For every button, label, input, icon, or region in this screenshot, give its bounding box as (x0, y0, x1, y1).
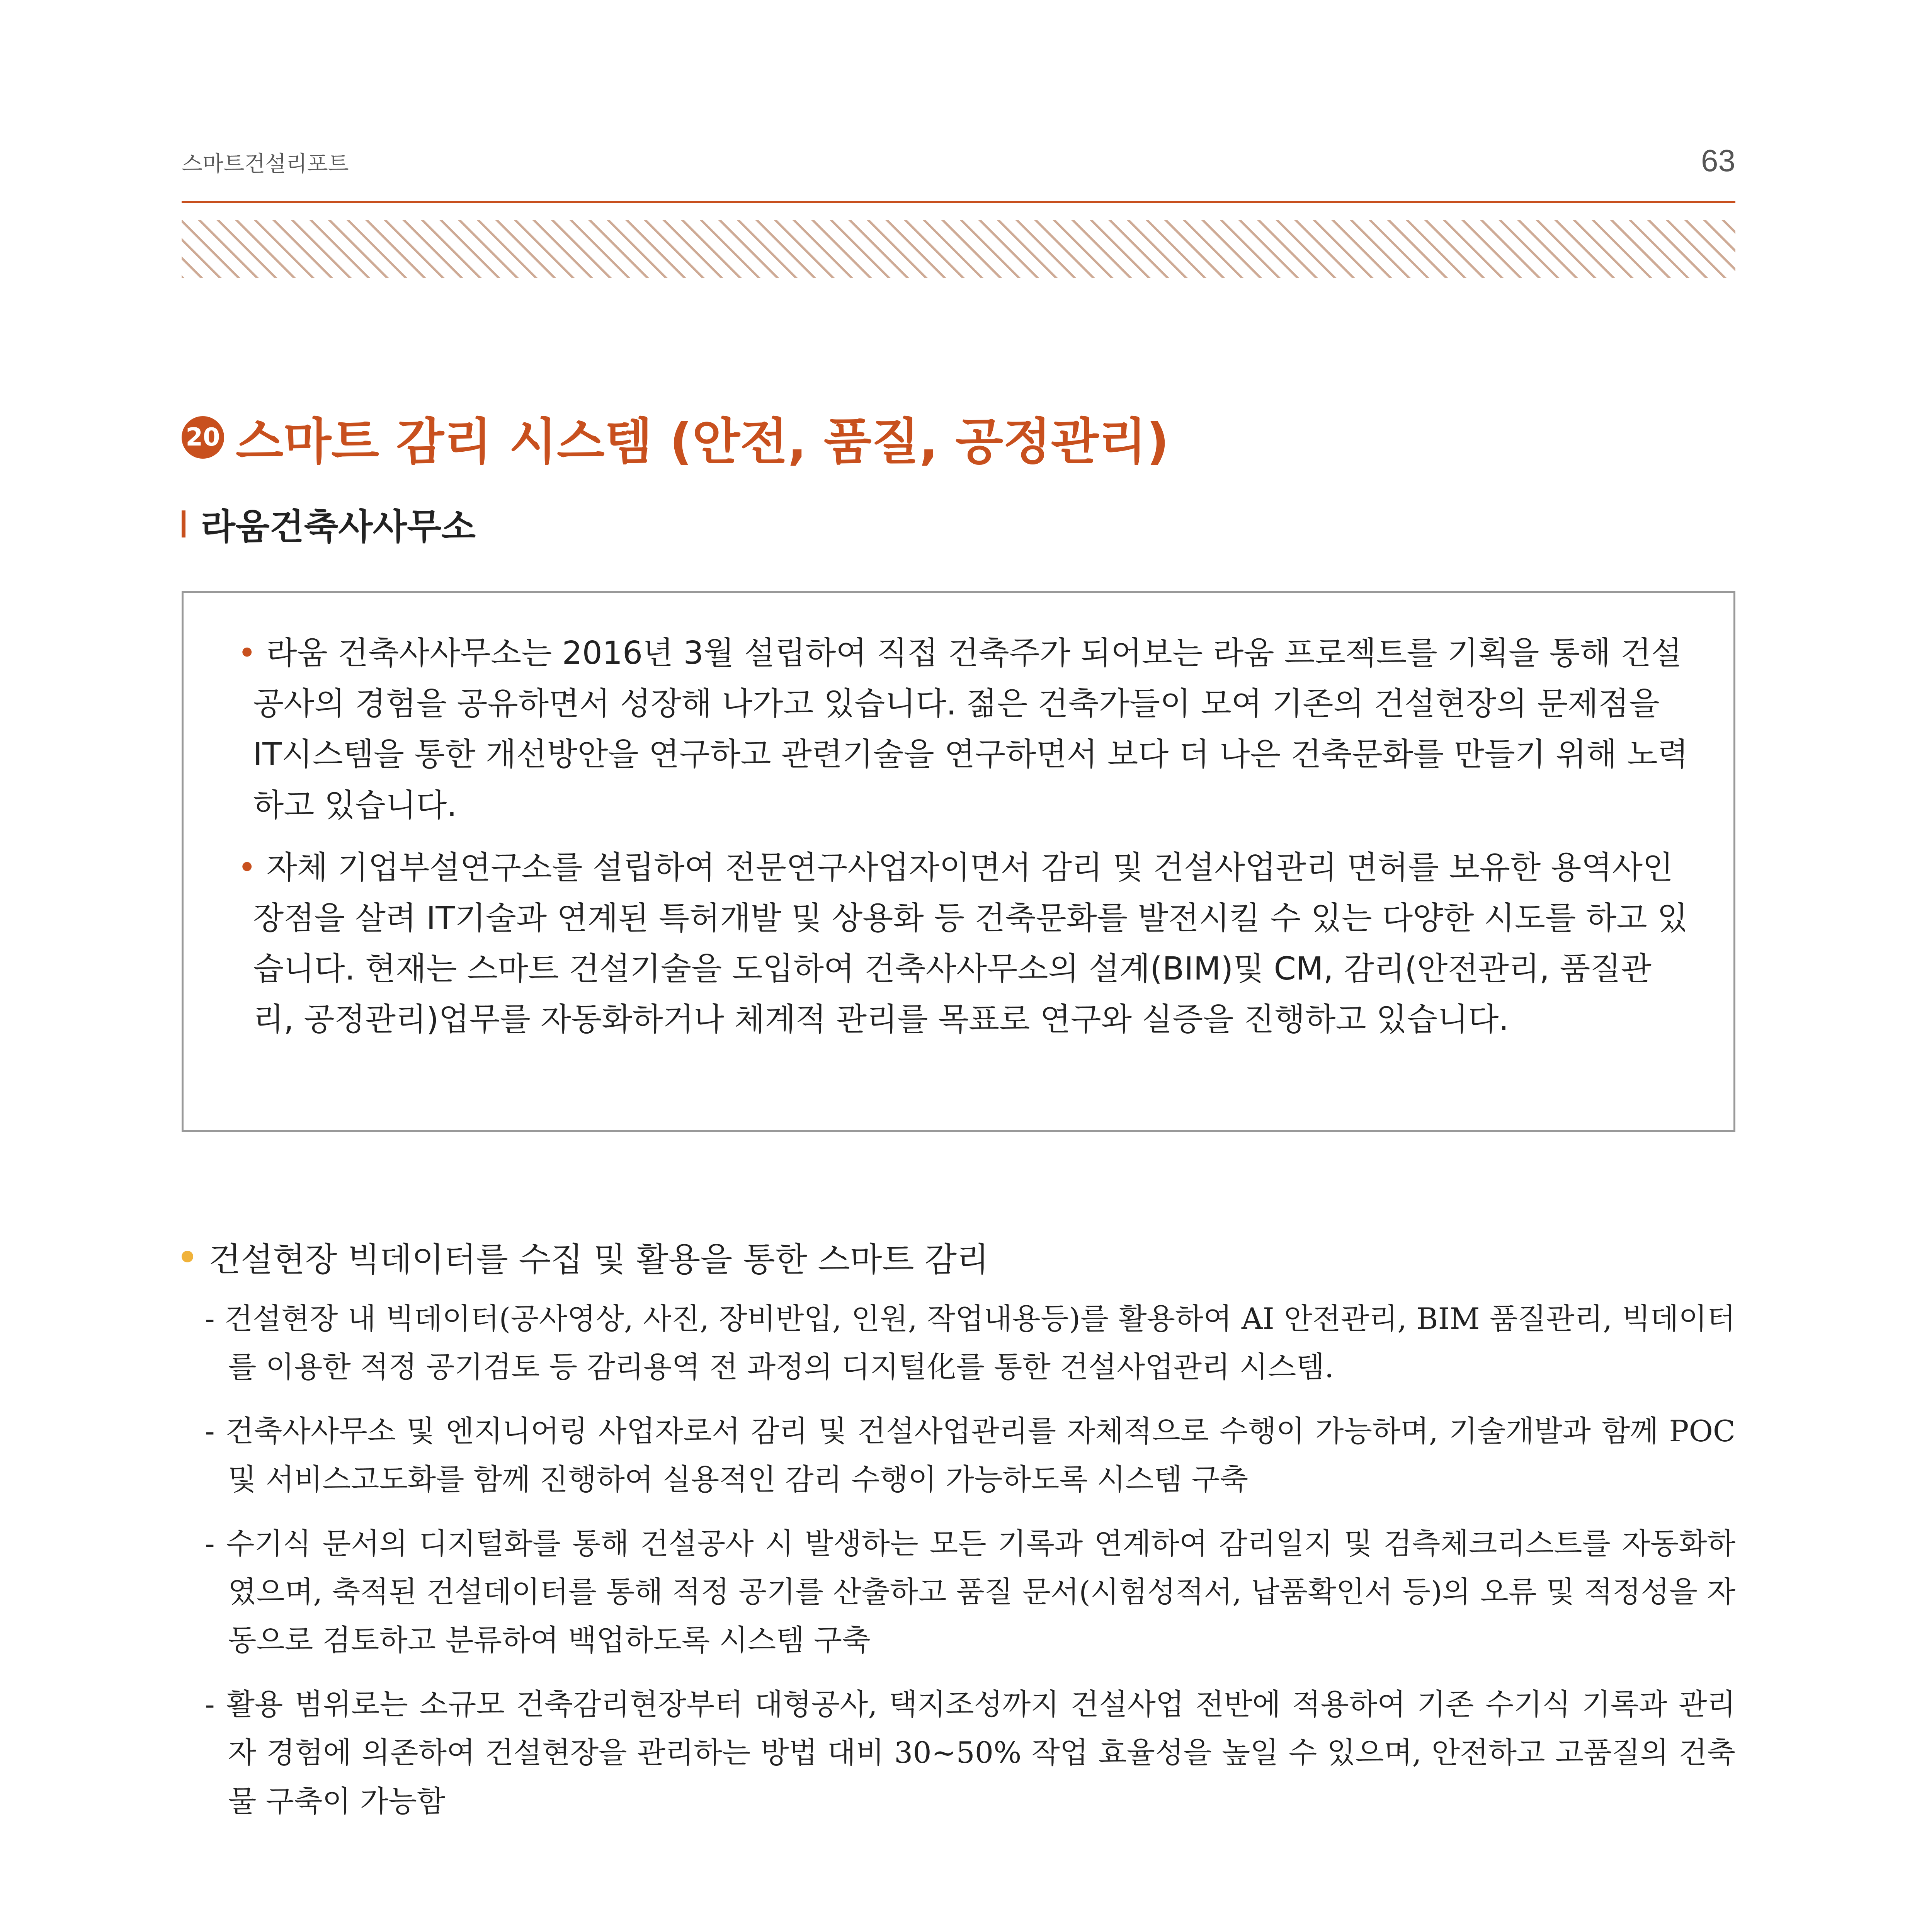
header-rule (182, 201, 1735, 203)
section-title-text: 스마트 감리 시스템 (안전, 품질, 공정관리) (236, 413, 1169, 471)
body-heading-text: 건설현장 빅데이터를 수집 및 활용을 통한 스마트 감리 (209, 1240, 989, 1279)
section-number-badge: 20 (182, 416, 224, 459)
intro-text: 라움 건축사사무소는 2016년 3월 설립하여 직접 건축주가 되어보는 라움 프로젝트를 기획을 통해 건설 공사의 경험을 공유하면서 성장해 나가고 있습니다. 젊은 건축가들이 모여 기존의 건설현장의 문제점을 IT시스템을 통한 개선방안을 연구하고 관련기술을 연구하면서 보다 더 나은 건축문화를 만들기 위해 노력하고 있습니다. (253, 635, 1688, 824)
company-heading (182, 498, 476, 549)
list-item: - 수기식 문서의 디지털화를 통해 건설공사 시 발생하는 모든 기록과 연계하여 감리일지 및 검측체크리스트를 자동화하였으며, 축적된 건설데이터를 통해 적정 공기를 산출하고 품질 문서(시험성적서, 납품확인서 등)의 오류 및 적정성을 자동으로 검토하고 분류하여 백업하도록 시스템 구축 (205, 1526, 1735, 1658)
company-bar (182, 510, 185, 537)
section-title (182, 402, 1169, 473)
body-list (205, 1294, 1735, 1841)
body-heading (182, 1233, 989, 1281)
intro-box (182, 591, 1735, 1132)
intro-item: • 라움 건축사사무소는 2016년 3월 설립하여 직접 건축주가 되어보는 라움 프로젝트를 기획을 통해 건설 공사의 경험을 공유하면서 성장해 나가고 있습니다. 젊은 건축가들이 모여 기존의 건설현장의 문제점을 IT시스템을 통한 개선방안을 연구하고 관련기술을 연구하면서 보다 더 나은 건축문화를 만들기 위해 노력하고 있습니다. (238, 635, 1688, 824)
header-hatch-band (182, 220, 1735, 278)
intro-item: • 자체 기업부설연구소를 설립하여 전문연구사업자이면서 감리 및 건설사업관리 면허를 보유한 용역사인 장점을 살려 IT기술과 연계된 특허개발 및 상용화 등 건축문화를 발전시킬 수 있는 다양한 시도를 하고 있습니다. 현재는 스마트 건설기술을 도입하여 건축사사무소의 설계(BIM)및 CM, 감리(안전관리, 품질관리, 공정관리)업무를 자동화하거나 체계적 관리를 목표로 연구와 실증을 진행하고 있습니다. (238, 849, 1688, 1038)
bullet-dot (182, 1251, 193, 1262)
list-item: - 건축사사무소 및 엔지니어링 사업자로서 감리 및 건설사업관리를 자체적으로 수행이 가능하며, 기술개발과 함께 POC 및 서비스고도화를 함께 진행하여 실용적인 감리 수행이 가능하도록 시스템 구축 (205, 1413, 1735, 1497)
list-item: - 건설현장 내 빅데이터(공사영상, 사진, 장비반입, 인원, 작업내용등)를 활용하여 AI 안전관리, BIM 품질관리, 빅데이터를 이용한 적정 공기검토 등 감리용역 전 과정의 디지털化를 통한 건설사업관리 시스템. (205, 1301, 1735, 1384)
page-number: 63 (1701, 143, 1735, 178)
company-name: 라움건축사사무소 (201, 506, 476, 548)
list-item: - 활용 범위로는 소규모 건축감리현장부터 대형공사, 택지조성까지 건설사업 전반에 적용하여 기존 수기식 기록과 관리자 경험에 의존하여 건설현장을 관리하는 방법 대비 30~50% 작업 효율성을 높일 수 있으며, 안전하고 고품질의 건축물 구축이 가능함 (205, 1687, 1735, 1818)
intro-text: 자체 기업부설연구소를 설립하여 전문연구사업자이면서 감리 및 건설사업관리 면허를 보유한 용역사인 장점을 살려 IT기술과 연계된 특허개발 및 상용화 등 건축문화를 발전시킬 수 있는 다양한 시도를 하고 있습니다. 현재는 스마트 건설기술을 도입하여 건축사사무소의 설계(BIM)및 CM, 감리(안전관리, 품질관리, 공정관리)업무를 자동화하거나 체계적 관리를 목표로 연구와 실증을 진행하고 있습니다. (253, 849, 1688, 1038)
running-title: 스마트건설리포트 (182, 151, 349, 177)
